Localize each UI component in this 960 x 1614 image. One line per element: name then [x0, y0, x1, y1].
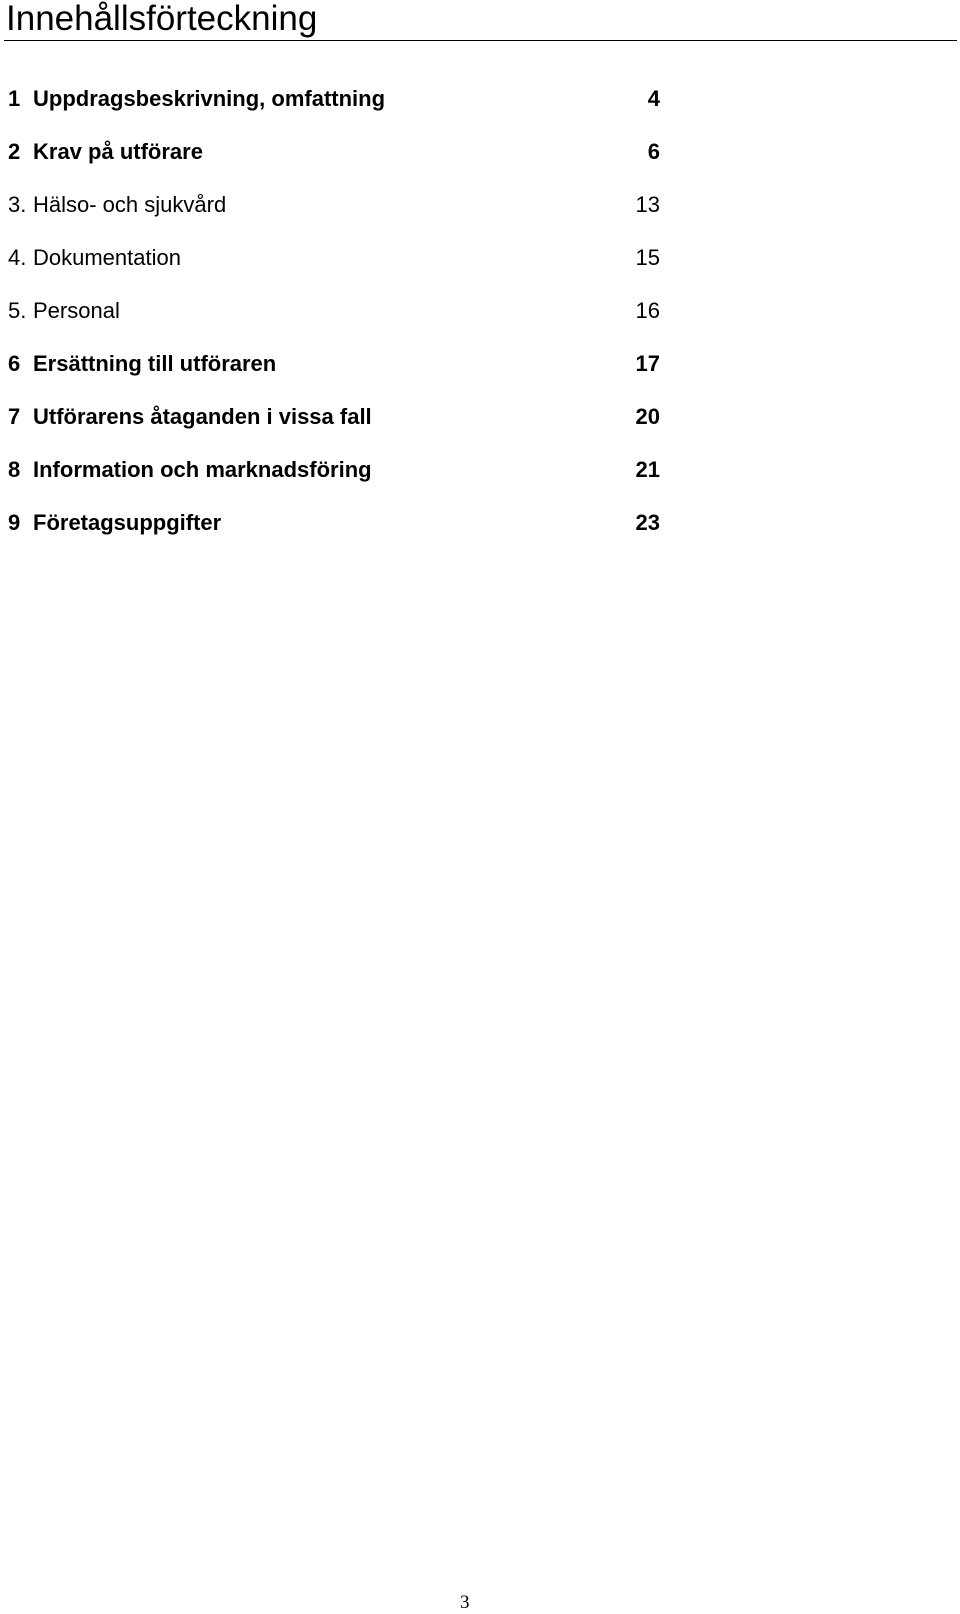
toc-entry-9[interactable] — [0, 508, 700, 538]
toc-entry-label: Hälso- och sjukvård — [33, 192, 227, 217]
toc-entry-number: 6 — [8, 351, 21, 376]
toc-entry-page: 16 — [635, 298, 660, 323]
title-divider — [4, 40, 957, 41]
toc-entry-label: Information och marknadsföring — [33, 457, 372, 482]
toc-entry-4[interactable] — [0, 243, 700, 273]
toc-entry-label: Dokumentation — [33, 245, 181, 270]
toc-entry-1[interactable] — [0, 84, 700, 114]
toc-entry-2[interactable] — [0, 137, 700, 167]
toc-entry-page: 6 — [647, 139, 660, 164]
toc-entry-page: 20 — [635, 404, 660, 429]
toc-entry-number: 3. — [8, 192, 27, 217]
page-number: 3 — [460, 1592, 470, 1613]
toc-entry-number: 7 — [8, 404, 21, 429]
toc-entry-number: 5. — [8, 298, 27, 323]
toc-entry-page: 15 — [635, 245, 660, 270]
toc-entry-page: 13 — [635, 192, 660, 217]
toc-entry-number: 8 — [8, 457, 21, 482]
toc-entry-6[interactable] — [0, 349, 700, 379]
toc-entry-8[interactable] — [0, 455, 700, 485]
toc-entry-number: 9 — [8, 510, 21, 535]
toc-entry-label: Utförarens åtaganden i vissa fall — [33, 404, 372, 429]
toc-entry-number: 4. — [8, 245, 27, 270]
toc-entry-page: 4 — [647, 86, 660, 111]
toc-entry-page: 23 — [635, 510, 660, 535]
toc-entry-page: 21 — [635, 457, 660, 482]
toc-entry-page: 17 — [635, 351, 660, 376]
toc-entry-label: Företagsuppgifter — [33, 510, 222, 535]
toc-entry-number: 1 — [8, 86, 21, 111]
toc-entry-label: Ersättning till utföraren — [33, 351, 277, 376]
toc-entry-7[interactable] — [0, 402, 700, 432]
page-title: Innehållsförteckning — [6, 0, 318, 38]
toc-entry-label: Krav på utförare — [33, 139, 203, 164]
toc-entry-label: Uppdragsbeskrivning, omfattning — [33, 86, 386, 111]
toc-entry-number: 2 — [8, 139, 21, 164]
toc-entry-label: Personal — [33, 298, 120, 323]
toc-entry-3[interactable] — [0, 190, 700, 220]
toc-entry-5[interactable] — [0, 296, 700, 326]
